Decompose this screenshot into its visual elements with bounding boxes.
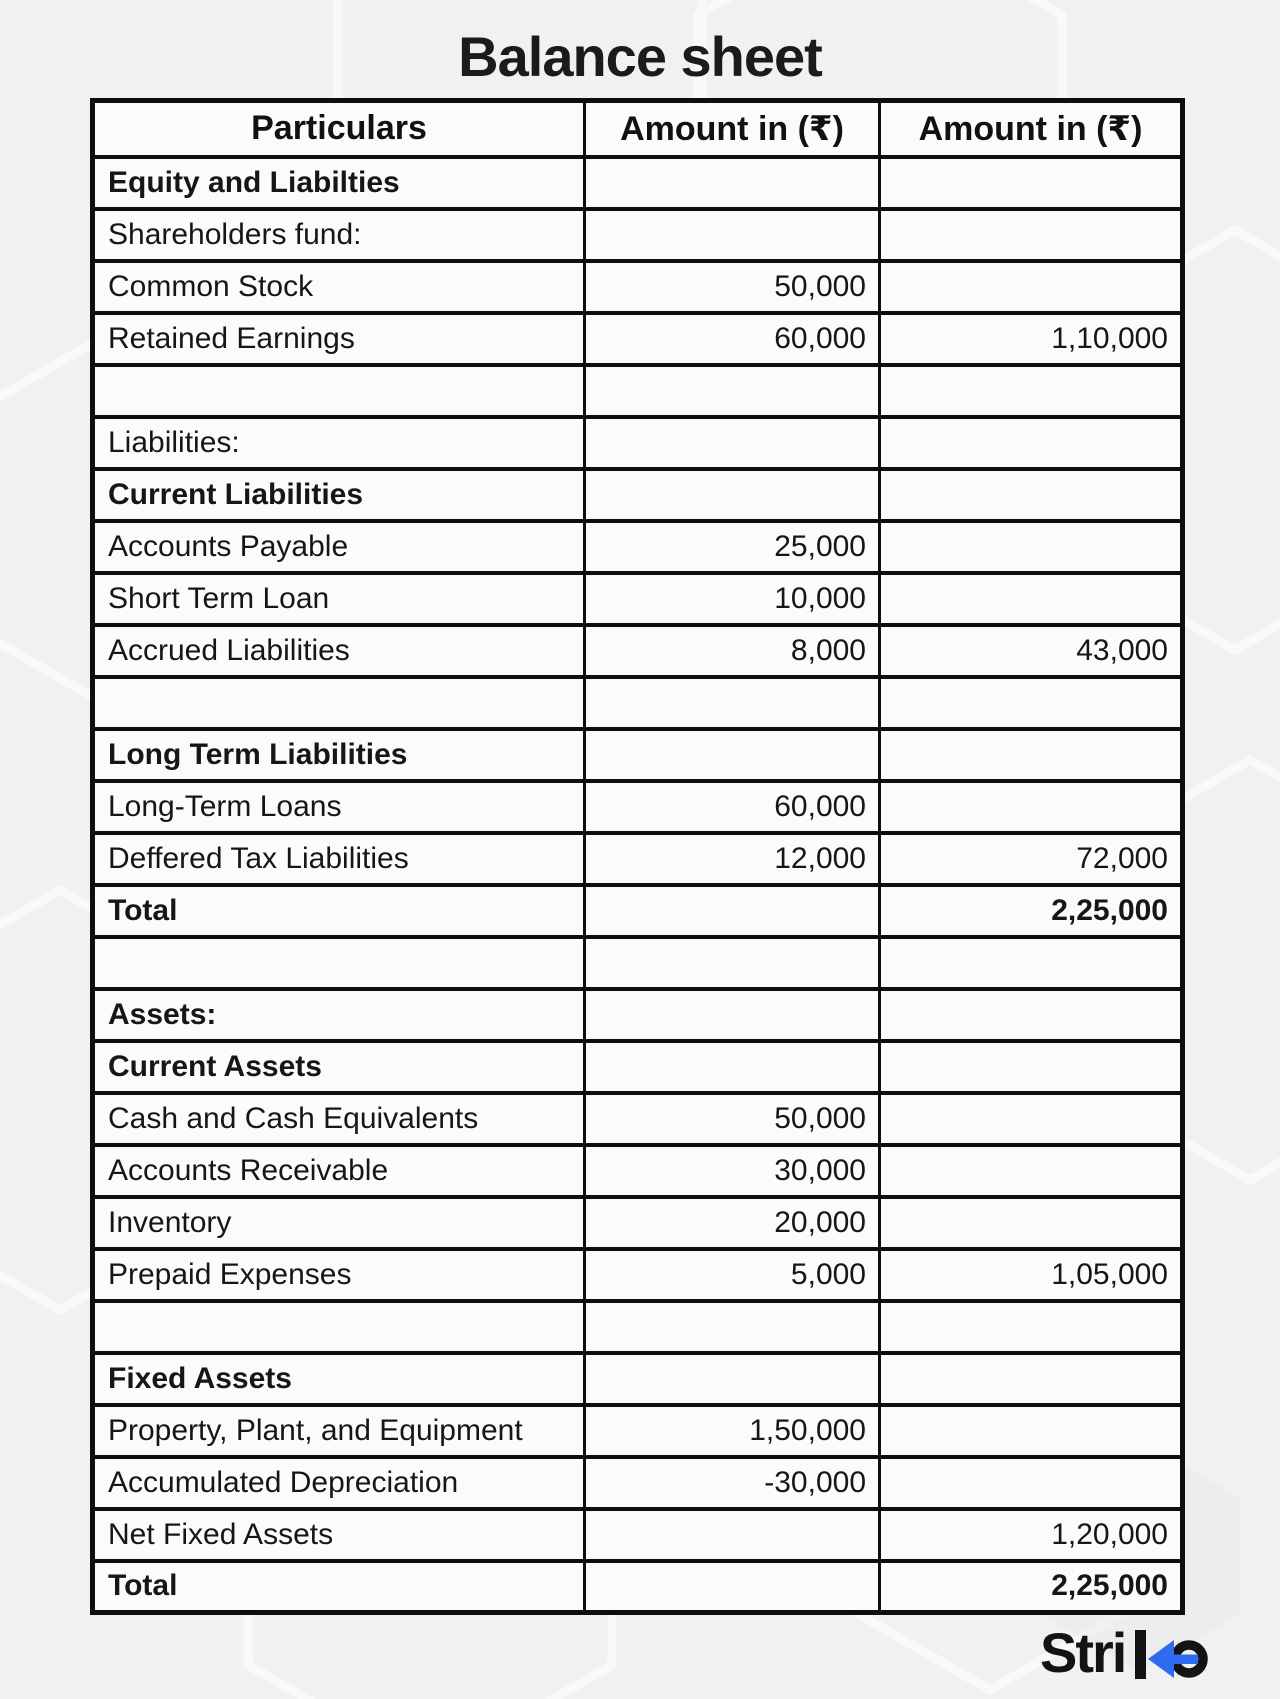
cell-particulars: Net Fixed Assets (93, 1509, 585, 1561)
table-row (93, 157, 1183, 209)
cell-amount-1 (585, 937, 880, 989)
cell-amount-2 (880, 365, 1183, 417)
header-amount-2: Amount in (₹) (880, 101, 1183, 157)
cell-amount-2: 1,10,000 (880, 313, 1183, 365)
cell-particulars: Retained Earnings (93, 313, 585, 365)
cell-amount-2 (880, 1197, 1183, 1249)
cell-amount-2: 2,25,000 (880, 1561, 1183, 1613)
cell-amount-2 (880, 1093, 1183, 1145)
cell-amount-2 (880, 1145, 1183, 1197)
table-row (93, 989, 1183, 1041)
header-particulars: Particulars (93, 101, 585, 157)
cell-particulars: Short Term Loan (93, 573, 585, 625)
cell-particulars (93, 365, 585, 417)
cell-amount-1 (585, 989, 880, 1041)
cell-particulars: Total (93, 885, 585, 937)
table-row (93, 261, 1183, 313)
cell-particulars: Accounts Payable (93, 521, 585, 573)
cell-particulars: Prepaid Expenses (93, 1249, 585, 1301)
cell-particulars (93, 1301, 585, 1353)
cell-amount-1: 8,000 (585, 625, 880, 677)
table-row (93, 313, 1183, 365)
table-row (93, 625, 1183, 677)
cell-amount-1 (585, 729, 880, 781)
cell-amount-1: 60,000 (585, 781, 880, 833)
table-row (93, 1405, 1183, 1457)
cell-amount-1: 20,000 (585, 1197, 880, 1249)
cell-particulars: Long-Term Loans (93, 781, 585, 833)
header-amount-1: Amount in (₹) (585, 101, 880, 157)
cell-particulars: Shareholders fund: (93, 209, 585, 261)
cell-amount-2 (880, 1301, 1183, 1353)
cell-particulars: Current Liabilities (93, 469, 585, 521)
cell-amount-2 (880, 573, 1183, 625)
cell-particulars: Liabilities: (93, 417, 585, 469)
cell-amount-1: 50,000 (585, 261, 880, 313)
cell-amount-2 (880, 1353, 1183, 1405)
cell-particulars: Fixed Assets (93, 1353, 585, 1405)
table-header (93, 101, 1183, 157)
table-row (93, 729, 1183, 781)
cell-particulars: Accounts Receivable (93, 1145, 585, 1197)
table-body (93, 157, 1183, 1613)
cell-amount-1 (585, 417, 880, 469)
cell-amount-2 (880, 1457, 1183, 1509)
cell-amount-1 (585, 677, 880, 729)
table-row (93, 885, 1183, 937)
strike-logo-text: Stri (1040, 1622, 1126, 1684)
cell-amount-2 (880, 209, 1183, 261)
cell-amount-1 (585, 365, 880, 417)
table-row (93, 1197, 1183, 1249)
cell-amount-1 (585, 209, 880, 261)
cell-amount-1 (585, 1353, 880, 1405)
table-row-spacer (93, 1301, 1183, 1353)
cell-amount-2 (880, 989, 1183, 1041)
cell-amount-2 (880, 1041, 1183, 1093)
cell-amount-1: 60,000 (585, 313, 880, 365)
cell-amount-2 (880, 781, 1183, 833)
cell-particulars: Assets: (93, 989, 585, 1041)
table-row (93, 521, 1183, 573)
cell-particulars: Cash and Cash Equivalents (93, 1093, 585, 1145)
cell-amount-1: 25,000 (585, 521, 880, 573)
table-row-spacer (93, 365, 1183, 417)
cell-amount-2 (880, 157, 1183, 209)
strike-logo-ke-icon (1135, 1630, 1203, 1679)
cell-amount-2: 1,20,000 (880, 1509, 1183, 1561)
cell-amount-1 (585, 1301, 880, 1353)
cell-amount-1: 5,000 (585, 1249, 880, 1301)
table-row (93, 469, 1183, 521)
cell-amount-1 (585, 1041, 880, 1093)
cell-particulars: Inventory (93, 1197, 585, 1249)
cell-amount-1: 12,000 (585, 833, 880, 885)
cell-amount-2: 43,000 (880, 625, 1183, 677)
cell-particulars: Accrued Liabilities (93, 625, 585, 677)
cell-amount-2 (880, 937, 1183, 989)
cell-amount-1 (585, 1509, 880, 1561)
table-row-spacer (93, 937, 1183, 989)
cell-particulars: Long Term Liabilities (93, 729, 585, 781)
cell-amount-2: 2,25,000 (880, 885, 1183, 937)
table-row (93, 1041, 1183, 1093)
cell-amount-2: 1,05,000 (880, 1249, 1183, 1301)
table-row (93, 1457, 1183, 1509)
table-row (93, 1509, 1183, 1561)
cell-amount-1: 30,000 (585, 1145, 880, 1197)
page-title: Balance sheet (458, 25, 822, 88)
cell-particulars (93, 937, 585, 989)
cell-particulars: Accumulated Depreciation (93, 1457, 585, 1509)
table-row-spacer (93, 677, 1183, 729)
header-row (93, 101, 1183, 157)
table-row (93, 209, 1183, 261)
cell-amount-1: 50,000 (585, 1093, 880, 1145)
balance-sheet-table (90, 98, 1185, 1615)
cell-particulars: Deffered Tax Liabilities (93, 833, 585, 885)
table-row (93, 1145, 1183, 1197)
cell-amount-1: 1,50,000 (585, 1405, 880, 1457)
cell-particulars (93, 677, 585, 729)
table-row (93, 417, 1183, 469)
cell-amount-1 (585, 1561, 880, 1613)
cell-amount-2: 72,000 (880, 833, 1183, 885)
table-row (93, 781, 1183, 833)
table-row (93, 1249, 1183, 1301)
cell-particulars: Current Assets (93, 1041, 585, 1093)
cell-amount-2 (880, 729, 1183, 781)
table-row (93, 833, 1183, 885)
cell-amount-2 (880, 261, 1183, 313)
cell-amount-2 (880, 1405, 1183, 1457)
cell-particulars: Common Stock (93, 261, 585, 313)
cell-amount-1 (585, 157, 880, 209)
cell-amount-2 (880, 677, 1183, 729)
table-row (93, 1093, 1183, 1145)
cell-amount-1: -30,000 (585, 1457, 880, 1509)
cell-amount-2 (880, 469, 1183, 521)
cell-amount-1 (585, 469, 880, 521)
cell-amount-1: 10,000 (585, 573, 880, 625)
cell-amount-1 (585, 885, 880, 937)
cell-amount-2 (880, 417, 1183, 469)
strike-logo (1040, 1622, 1220, 1686)
table-row (93, 1353, 1183, 1405)
table-row (93, 1561, 1183, 1613)
strike-logo-graphic (1040, 1622, 1220, 1686)
table-row (93, 573, 1183, 625)
cell-amount-2 (880, 521, 1183, 573)
cell-particulars: Property, Plant, and Equipment (93, 1405, 585, 1457)
cell-particulars: Equity and Liabilties (93, 157, 585, 209)
cell-particulars: Total (93, 1561, 585, 1613)
